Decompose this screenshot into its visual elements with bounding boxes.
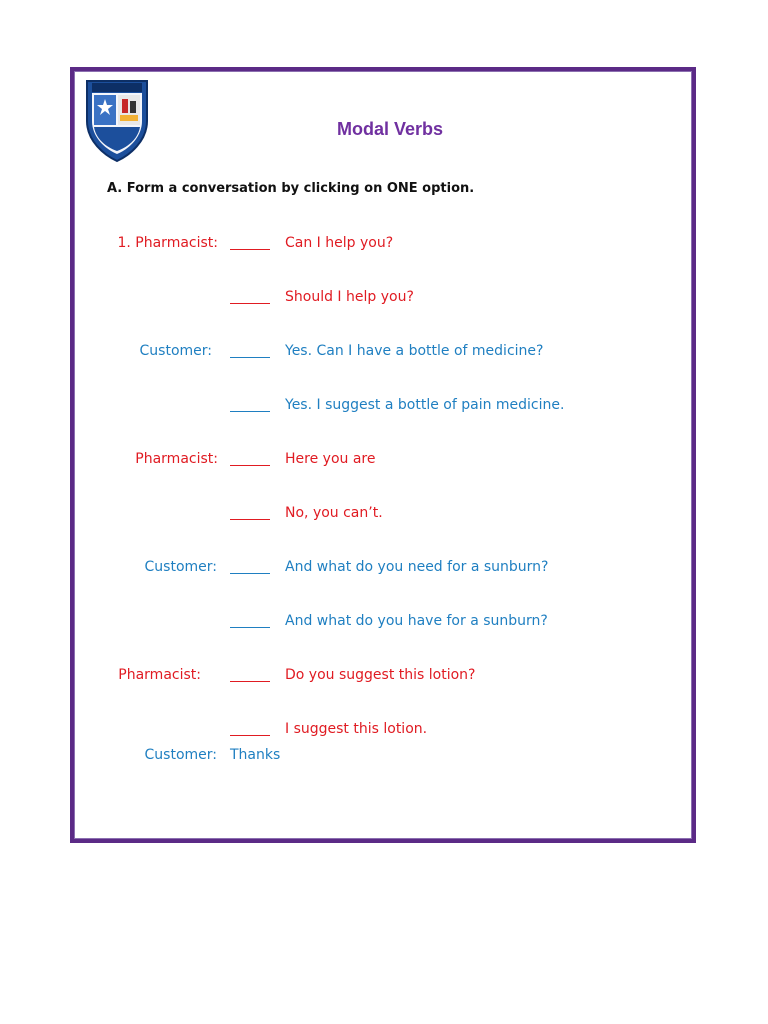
speaker-label: Customer: bbox=[144, 559, 217, 575]
answer-option[interactable]: Can I help you? bbox=[285, 235, 394, 251]
page-title: Modal Verbs bbox=[336, 119, 444, 139]
answer-option[interactable]: Yes. I suggest a bottle of pain medicine. bbox=[285, 397, 565, 413]
dialogue-line bbox=[74, 235, 688, 255]
speaker-label: 1. Pharmacist: bbox=[117, 235, 218, 251]
speaker-label: Pharmacist: bbox=[135, 451, 218, 467]
answer-blank[interactable] bbox=[230, 505, 270, 520]
answer-option[interactable]: Should I help you? bbox=[285, 289, 414, 305]
answer-blank[interactable] bbox=[230, 343, 270, 358]
dialogue-line bbox=[74, 343, 688, 363]
instruction-text: A. Form a conversation by clicking on ONE option. bbox=[107, 181, 475, 196]
answer-blank[interactable] bbox=[230, 235, 270, 250]
answer-blank[interactable] bbox=[230, 559, 270, 574]
dialogue-line bbox=[74, 397, 688, 417]
answer-option[interactable]: And what do you need for a sunburn? bbox=[285, 559, 549, 575]
answer-blank[interactable] bbox=[230, 613, 270, 628]
dialogue-line bbox=[74, 667, 688, 687]
dialogue-line bbox=[74, 559, 688, 579]
answer-blank[interactable] bbox=[230, 667, 270, 682]
answer-option[interactable]: No, you can’t. bbox=[285, 505, 383, 521]
answer-blank[interactable] bbox=[230, 397, 270, 412]
answer-blank[interactable] bbox=[230, 451, 270, 466]
speaker-label: Customer: bbox=[144, 747, 217, 763]
answer-option[interactable]: Yes. Can I have a bottle of medicine? bbox=[285, 343, 544, 359]
dialogue-line bbox=[74, 721, 688, 741]
answer-blank[interactable] bbox=[230, 289, 270, 304]
answer-option[interactable]: And what do you have for a sunburn? bbox=[285, 613, 548, 629]
closing-text: Thanks bbox=[230, 747, 281, 763]
final-dialogue-line bbox=[74, 747, 688, 767]
answer-option[interactable]: I suggest this lotion. bbox=[285, 721, 428, 737]
speaker-label: Customer: bbox=[139, 343, 212, 359]
dialogue-line bbox=[74, 451, 688, 471]
dialogue-line bbox=[74, 505, 688, 525]
worksheet-frame bbox=[70, 67, 696, 843]
speaker-label: Pharmacist: bbox=[118, 667, 201, 683]
answer-blank[interactable] bbox=[230, 721, 270, 736]
answer-option[interactable]: Here you are bbox=[285, 451, 376, 467]
dialogue-line bbox=[74, 289, 688, 309]
dialogue-line bbox=[74, 613, 688, 633]
answer-option[interactable]: Do you suggest this lotion? bbox=[285, 667, 476, 683]
